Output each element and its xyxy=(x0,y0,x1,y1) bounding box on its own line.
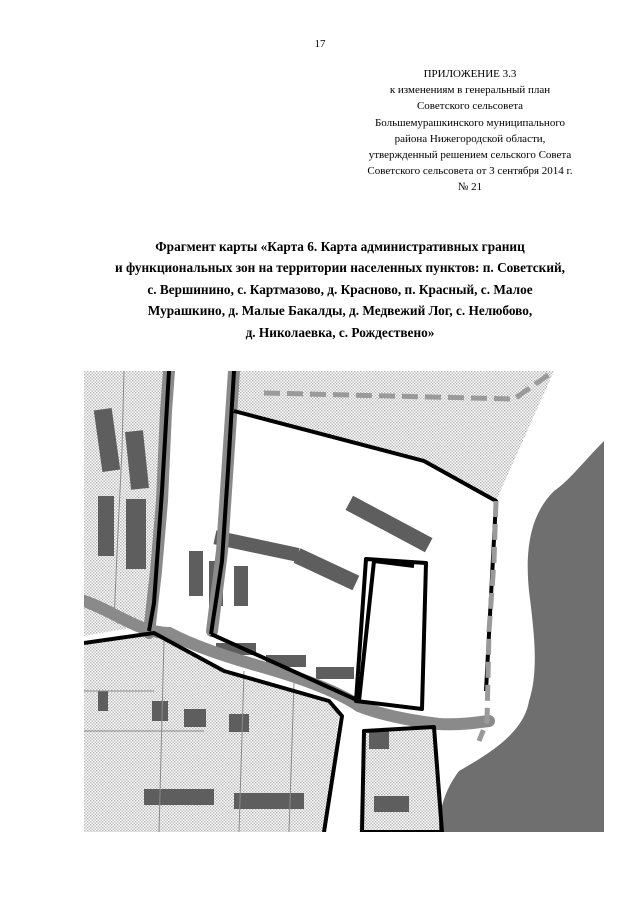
building xyxy=(229,714,249,732)
water-body xyxy=(439,441,604,832)
building xyxy=(98,691,108,711)
appendix-heading: ПРИЛОЖЕНИЕ 3.3 xyxy=(423,68,517,80)
building xyxy=(369,731,389,749)
appendix-line: № 21 xyxy=(457,181,483,194)
appendix-line: Советского сельсовета xyxy=(416,100,524,113)
building xyxy=(346,496,433,552)
title-line: Мурашкино, д. Малые Бакалды, д. Медвежий Лог, с. Нелюбово, xyxy=(147,303,533,319)
building xyxy=(184,709,206,727)
appendix-line: к изменениям в генеральный план xyxy=(389,84,551,97)
page-number: 17 xyxy=(314,38,326,50)
appendix-line: утвержденный решением сельского Совета xyxy=(368,149,572,162)
title-line: Фрагмент карты «Карта 6. Карта административных границ xyxy=(155,239,525,254)
building xyxy=(126,499,146,569)
building xyxy=(189,551,203,596)
appendix-line: Большемурашкинского муниципального xyxy=(374,116,566,129)
building xyxy=(374,796,409,812)
appendix-line: района Нижегородской области, xyxy=(394,132,546,145)
appendix-line: Советского сельсовета от 3 сентября 2014 г. xyxy=(367,165,573,178)
map-fragment xyxy=(84,371,604,832)
building xyxy=(294,548,360,590)
appendix-block xyxy=(340,66,600,196)
building xyxy=(316,667,354,679)
map-title xyxy=(70,236,610,343)
title-line: д. Николаевка, с. Рождествено» xyxy=(245,324,435,340)
title-line: и функциональных зон на территории населенных пунктов: п. Советский, xyxy=(115,260,565,276)
zone-hatched-north xyxy=(234,371,554,501)
building xyxy=(152,701,168,721)
building xyxy=(144,789,214,805)
title-line: с. Вершинино, с. Картмазово, д. Красново, п. Красный, с. Малое xyxy=(147,281,533,297)
building xyxy=(234,793,304,809)
building xyxy=(98,496,114,556)
map-canvas xyxy=(84,371,604,832)
building xyxy=(234,566,248,606)
